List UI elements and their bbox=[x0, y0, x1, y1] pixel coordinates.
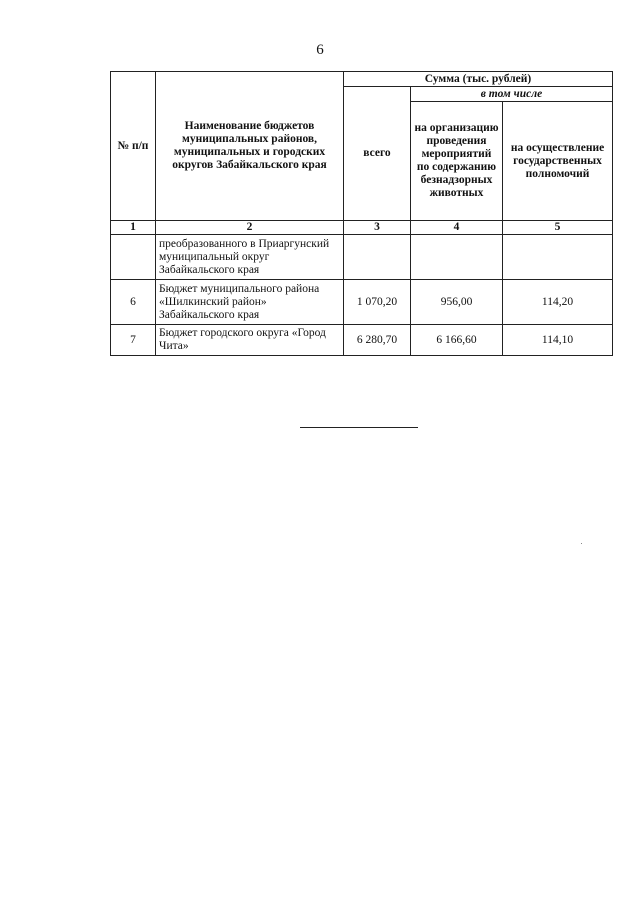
header-including: в том числе bbox=[411, 87, 613, 102]
header-sub1: на организацию проведения мероприятий по содержанию безнадзорных животных bbox=[411, 102, 503, 221]
row-col5: 114,20 bbox=[503, 280, 613, 325]
row-col5: 114,10 bbox=[503, 325, 613, 356]
table-row bbox=[111, 235, 613, 280]
col-number-2: 2 bbox=[156, 221, 344, 235]
header-sub2: на осуществление государственных полномочий bbox=[503, 102, 613, 221]
row-col4 bbox=[411, 235, 503, 280]
col-number-1: 1 bbox=[111, 221, 156, 235]
table-row bbox=[111, 325, 613, 356]
budget-table bbox=[110, 71, 613, 356]
row-name: Бюджет городского округа «Город Чита» bbox=[156, 325, 344, 356]
row-no: 7 bbox=[111, 325, 156, 356]
row-total: 6 280,70 bbox=[344, 325, 411, 356]
col-number-3: 3 bbox=[344, 221, 411, 235]
column-number-row bbox=[111, 221, 613, 235]
row-col4: 956,00 bbox=[411, 280, 503, 325]
header-name: Наименование бюджетов муниципальных районов, муниципальных и городских округов Забайкальского края bbox=[156, 72, 344, 221]
header-no: № п/п bbox=[111, 72, 156, 221]
row-col4: 6 166,60 bbox=[411, 325, 503, 356]
end-separator-line bbox=[300, 427, 418, 428]
row-no bbox=[111, 235, 156, 280]
row-name: преобразованного в Приаргунский муниципальный округ Забайкальского края bbox=[156, 235, 344, 280]
col-number-4: 4 bbox=[411, 221, 503, 235]
page-number: 6 bbox=[316, 42, 324, 58]
row-total bbox=[344, 235, 411, 280]
header-total: всего bbox=[344, 87, 411, 221]
col-number-5: 5 bbox=[503, 221, 613, 235]
row-no: 6 bbox=[111, 280, 156, 325]
table-row bbox=[111, 280, 613, 325]
row-col5 bbox=[503, 235, 613, 280]
header-row-1 bbox=[111, 72, 613, 87]
row-name: Бюджет муниципального района «Шилкинский район» Забайкальского края bbox=[156, 280, 344, 325]
header-sum: Сумма (тыс. рублей) bbox=[344, 72, 613, 87]
scan-speck bbox=[581, 543, 582, 544]
row-total: 1 070,20 bbox=[344, 280, 411, 325]
